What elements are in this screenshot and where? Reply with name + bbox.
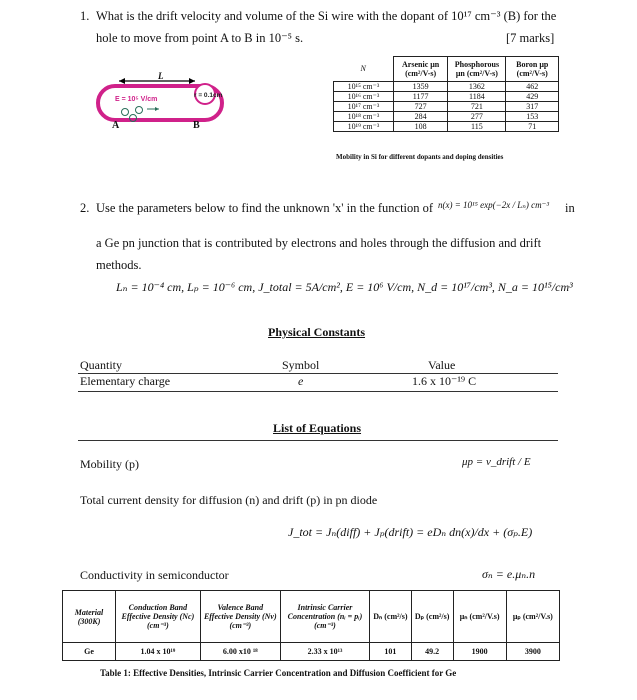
ge-table-caption: Table 1: Effective Densities, Intrinsic Carrier Concentration and Diffusion Coefficient for Ge [100, 668, 457, 678]
q1-line2: hole to move from point A to B in 10⁻⁵ s. [96, 31, 304, 45]
q1-marks: [7 marks] [506, 31, 555, 45]
q2-function: n(x) = 10¹⁵ exp(−2x / Lₙ) cm⁻³ [438, 200, 550, 210]
table-row: Ge 1.04 x 10¹⁹ 6.00 x10 ¹⁸ 2.33 x 10¹³ 101 49.2 1900 3900 [63, 643, 560, 661]
row-value: 1.6 x 10⁻¹⁹ C [412, 374, 477, 388]
table-row: 10¹⁵ cm⁻³ 1359 1362 462 [334, 81, 559, 91]
point-a-label: A [112, 120, 120, 131]
divider [78, 440, 558, 441]
col-quantity: Quantity [80, 358, 122, 372]
divider [78, 391, 558, 392]
header-boron: Boron μp (cm²/V-s) [506, 57, 559, 82]
row-symbol: e [298, 374, 304, 388]
q2-params: Lₙ = 10⁻⁴ cm, Lₚ = 10⁻⁶ cm, J_total = 5A/cm², E = 10⁶ V/cm, N_d = 10¹⁷/cm³, N_a = 10¹⁵/cm³ [116, 280, 573, 294]
table-row: 10¹⁷ cm⁻³ 727 721 317 [334, 101, 559, 111]
field-label: E = 10⁵ V/cm [115, 96, 158, 103]
q2-number: 2. [80, 201, 90, 215]
table-row: 10¹⁸ cm⁻³ 284 277 153 [334, 111, 559, 121]
q2-line1: Use the parameters below to find the unknown 'x' in the function of [96, 201, 434, 215]
q1-number: 1. [80, 9, 90, 23]
q2-line2: a Ge pn junction that is contributed by electrons and holes through the diffusion and drift [96, 236, 542, 250]
conductivity-label: Conductivity in semiconductor [80, 568, 229, 582]
equations-heading: List of Equations [273, 421, 362, 435]
header-arsenic: Arsenic μn (cm²/V-s) [393, 57, 447, 82]
table-row: Material (300K) Conduction Band Effective Density (Nc) (cm⁻³) Valence Band Effective Density (Nv) (cm⁻³) Intrinsic Carrier Concentration (nᵢ = pᵢ) (cm⁻³) Dₙ (cm²/s) Dₚ (cm²/s) μₙ (cm²/V.s) μₚ (cm²/V.s) [63, 591, 560, 643]
header-n: N [334, 57, 394, 82]
mobility-table-caption: Mobility in Si for different dopants and doping densities [336, 153, 504, 161]
table-row [334, 57, 559, 82]
radius-label: r = 0.1cm [194, 92, 223, 99]
q2-line3: methods. [96, 258, 142, 272]
col-symbol: Symbol [282, 358, 320, 372]
q2-in-text: in [565, 201, 575, 215]
header-phosphorous: Phosphorous μn (cm²/V-s) [448, 57, 506, 82]
mobility-label: Mobility (p) [80, 457, 139, 471]
mobility-table [333, 56, 559, 132]
current-label: Total current density for diffusion (n) and drift (p) in pn diode [80, 493, 378, 507]
ge-table [62, 590, 560, 661]
col-value: Value [428, 358, 456, 372]
q1-line1: What is the drift velocity and volume of the Si wire with the dopant of 10¹⁷ cm⁻³ (B) for the [96, 9, 557, 23]
current-formula: J_tot = Jₙ(diff) + Jₚ(drift) = eDₙ dn(x)/dx + (σₚ.E) [288, 525, 533, 539]
row-quantity: Elementary charge [80, 374, 171, 388]
mobility-formula: μp = v_drift / E [462, 456, 531, 468]
constants-heading: Physical Constants [268, 325, 366, 339]
length-label: L [158, 71, 164, 81]
table-row: 10¹⁹ cm⁻³ 108 115 71 [334, 121, 559, 131]
point-b-label: B [193, 120, 200, 131]
table-row: 10¹⁶ cm⁻³ 1177 1184 429 [334, 91, 559, 101]
conductivity-formula: σₙ = e.μₙ.n [482, 567, 536, 581]
